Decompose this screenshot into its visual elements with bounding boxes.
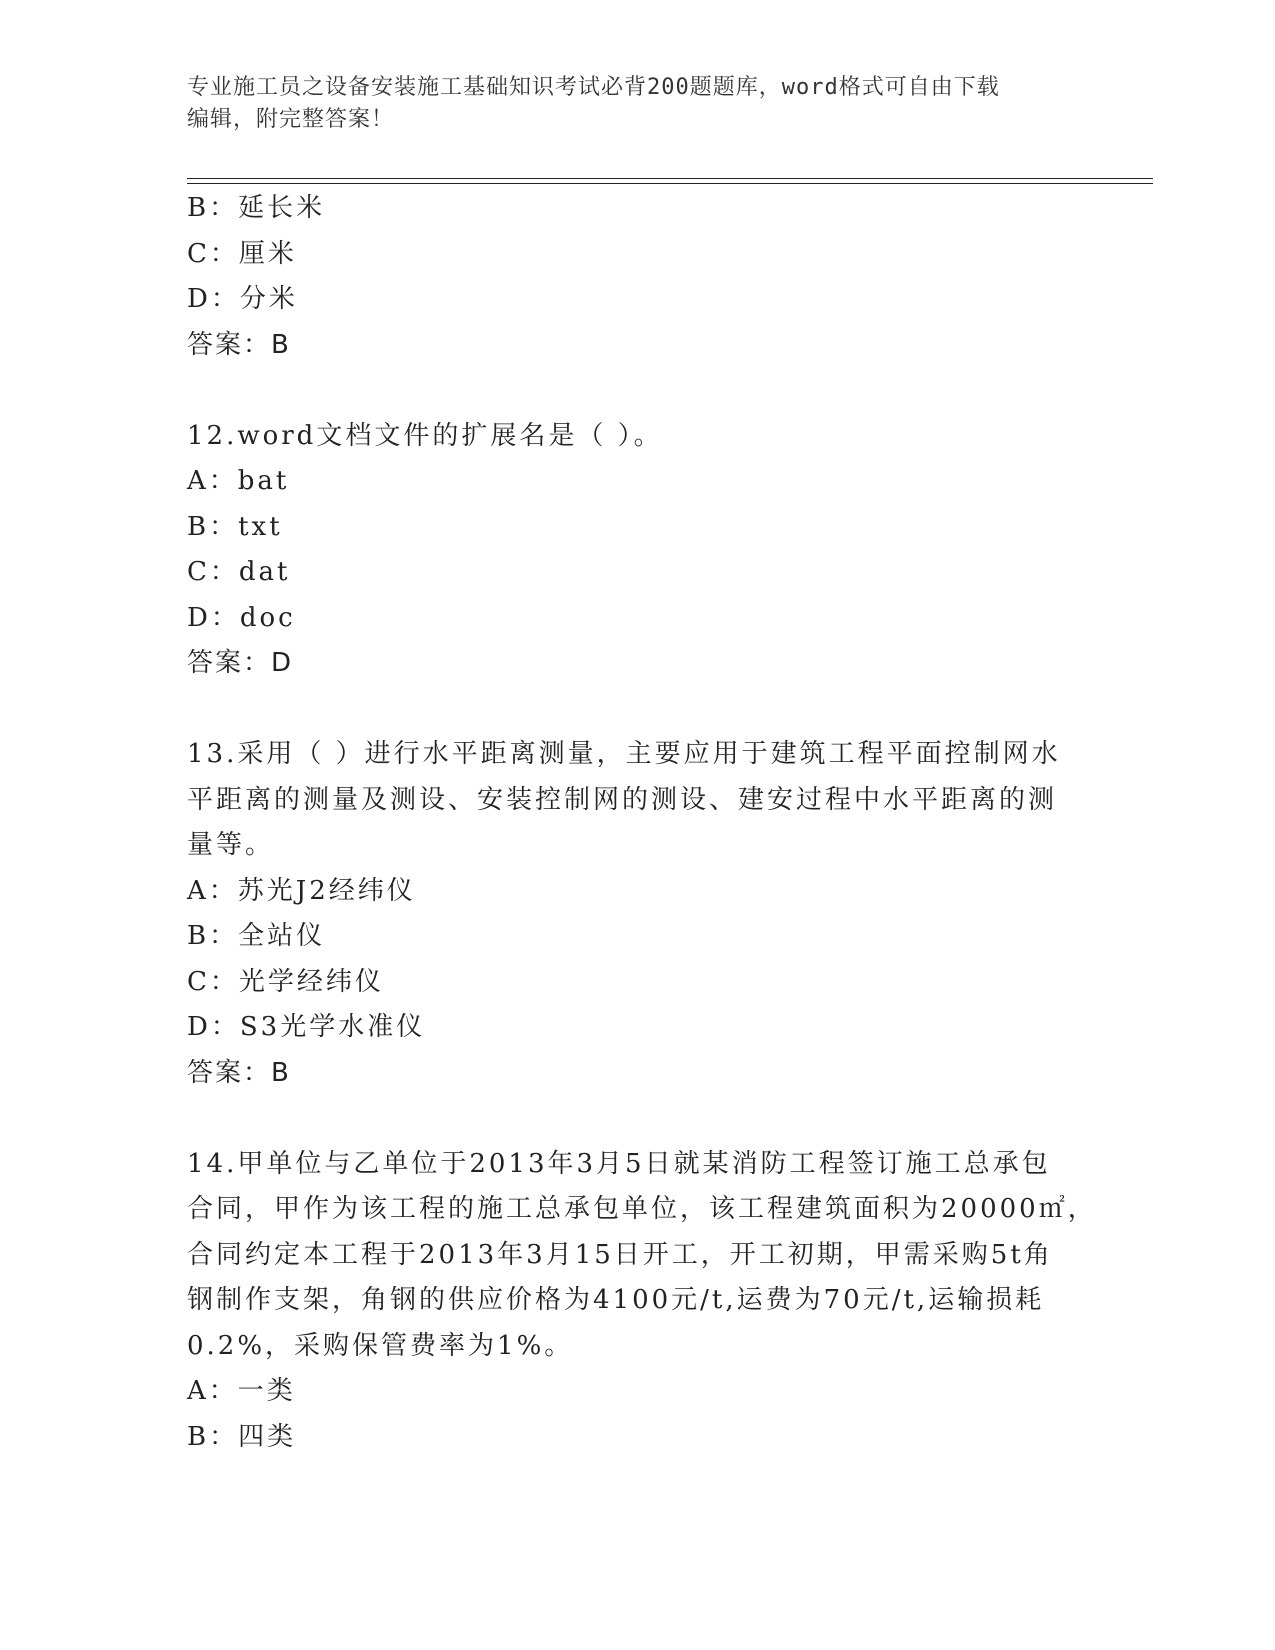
spacer	[187, 1096, 1087, 1142]
question-stem-line: 0.2%，采购保管费率为1%。	[187, 1330, 574, 1361]
question-12	[187, 414, 1087, 687]
answer-label: 答案：B	[187, 329, 291, 360]
spacer	[187, 368, 1087, 414]
option-d: D：S3光学水准仪	[187, 1012, 426, 1042]
option-a: A：bat	[187, 466, 290, 496]
question-stem-line: 合同约定本工程于2013年3月15日开工，开工初期，甲需采购5t角	[187, 1239, 1053, 1270]
option-b: B：延长米	[187, 193, 326, 223]
question-11	[187, 186, 1087, 368]
option-c: C：dat	[187, 557, 291, 587]
option-b: B：txt	[187, 511, 283, 542]
question-stem-line: 平距离的测量及测设、安装控制网的测设、建安过程中水平距离的测	[187, 784, 1058, 815]
header-divider	[187, 178, 1153, 184]
question-stem: 12.word文档文件的扩展名是（ ）。	[187, 420, 663, 451]
question-stem-line: 合同，甲作为该工程的施工总承包单位，该工程建筑面积为20000㎡，	[187, 1194, 1097, 1224]
question-stem-line: 钢制作支架，角钢的供应价格为4100元/t,运费为70元/t,运输损耗	[187, 1285, 1045, 1315]
option-c: C：光学经纬仪	[187, 966, 384, 997]
option-b: B：全站仪	[187, 921, 326, 951]
header-line-1: 专业施工员之设备安装施工基础知识考试必背200题题库，word格式可自由下载	[187, 75, 1000, 100]
question-stem-line: 量等。	[187, 830, 275, 860]
option-d: D：doc	[187, 602, 296, 633]
question-stem-line: 13.采用（ ）进行水平距离测量，主要应用于建筑工程平面控制网水	[187, 739, 1061, 769]
document-body	[187, 186, 1097, 1460]
answer-label: 答案：B	[187, 1057, 291, 1088]
answer-label: 答案：D	[187, 648, 294, 678]
question-13	[187, 732, 1087, 1096]
header-line-2: 编辑，附完整答案！	[187, 107, 395, 132]
option-a: A：苏光J2经纬仪	[187, 875, 416, 906]
question-stem-line: 14.甲单位与乙单位于2013年3月5日就某消防工程签订施工总承包	[187, 1148, 1051, 1179]
option-d: D：分米	[187, 284, 298, 314]
spacer	[187, 687, 1087, 733]
page-header	[187, 72, 1087, 136]
question-14	[187, 1142, 1097, 1461]
option-a: A：一类	[187, 1376, 296, 1406]
option-c: C：厘米	[187, 238, 297, 269]
option-b: B：四类	[187, 1421, 297, 1452]
